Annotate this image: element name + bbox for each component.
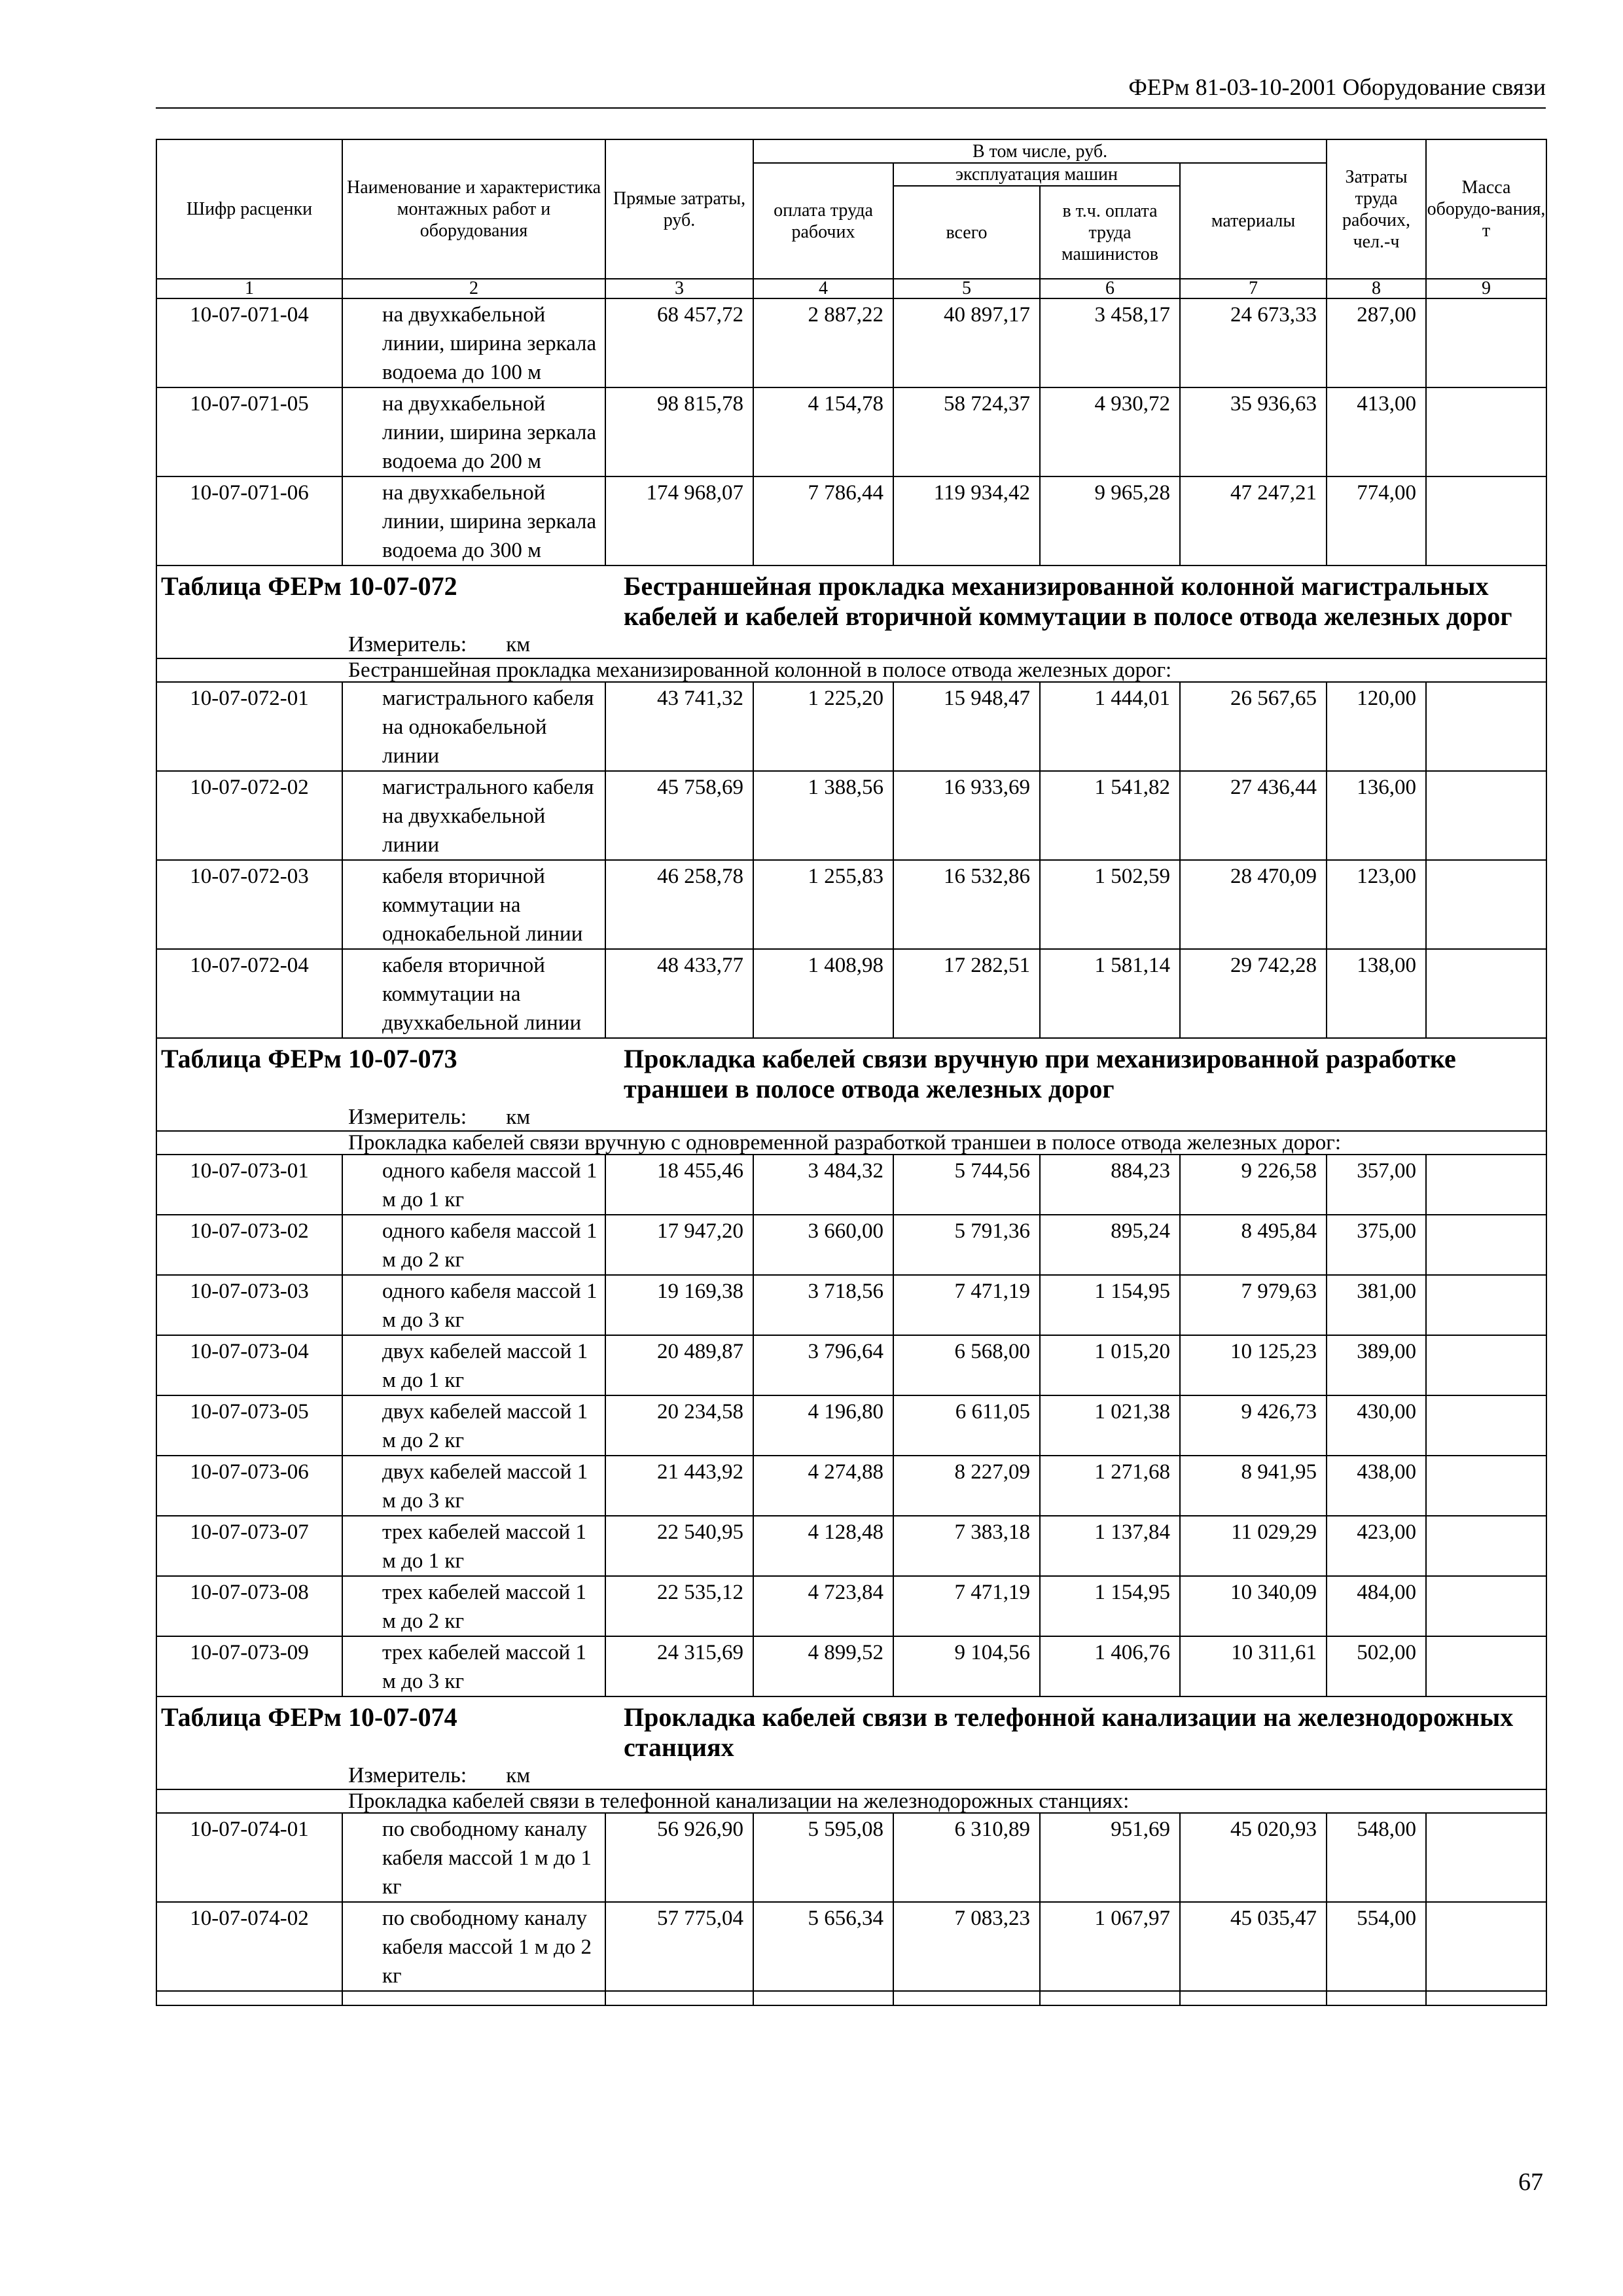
labor-pay: 3 660,00	[753, 1215, 893, 1275]
labor-pay: 7 786,44	[753, 476, 893, 565]
direct-costs: 22 540,95	[605, 1516, 753, 1576]
rates-table	[156, 139, 1547, 2006]
materials: 9 226,58	[1180, 1155, 1327, 1215]
table-row	[156, 476, 1546, 565]
machines-total: 7 471,19	[893, 1275, 1040, 1335]
work-name: одного кабеля массой 1 м до 1 кг	[342, 1155, 605, 1215]
work-name: трех кабелей массой 1 м до 1 кг	[342, 1516, 605, 1576]
work-name: двух кабелей массой 1 м до 1 кг	[342, 1335, 605, 1395]
equipment-mass	[1426, 298, 1546, 387]
labor-pay: 1 255,83	[753, 860, 893, 949]
table-section-header	[156, 1038, 1546, 1104]
table-row	[156, 860, 1546, 949]
col-header-code: Шифр расценки	[156, 139, 342, 279]
machines-total: 7 083,23	[893, 1902, 1040, 1991]
column-numbers-row	[156, 279, 1546, 298]
rate-code: 10-07-073-07	[156, 1516, 342, 1576]
machines-total: 119 934,42	[893, 476, 1040, 565]
work-name: кабеля вторичной коммутации на двухкабельной линии	[342, 949, 605, 1038]
measure-unit: км	[506, 1105, 531, 1129]
equipment-mass	[1426, 1275, 1546, 1335]
table-section-header	[156, 1696, 1546, 1763]
table-section-header	[156, 565, 1546, 632]
equipment-mass	[1426, 1516, 1546, 1576]
labor-pay: 5 656,34	[753, 1902, 893, 1991]
materials: 45 035,47	[1180, 1902, 1327, 1991]
work-name: двух кабелей массой 1 м до 3 кг	[342, 1456, 605, 1516]
table-row	[156, 1456, 1546, 1516]
table-row	[156, 1902, 1546, 1991]
section-label: Таблица ФЕРм 10-07-072	[161, 571, 457, 601]
equipment-mass	[1426, 1456, 1546, 1516]
table-row	[156, 1155, 1546, 1215]
machinists-pay: 1 502,59	[1040, 860, 1180, 949]
col-number: 2	[342, 279, 605, 298]
table-bottom-spacer	[156, 1991, 1546, 2005]
labor-pay: 4 723,84	[753, 1576, 893, 1636]
labor-pay: 3 718,56	[753, 1275, 893, 1335]
measure-cell	[156, 1763, 1546, 1789]
labor-hours: 138,00	[1327, 949, 1426, 1038]
labor-pay: 4 154,78	[753, 387, 893, 476]
section-label-cell	[156, 1696, 605, 1763]
measure-label: Измеритель:	[348, 1105, 467, 1129]
machines-total: 6 568,00	[893, 1335, 1040, 1395]
materials: 26 567,65	[1180, 682, 1327, 771]
equipment-mass	[1426, 682, 1546, 771]
col-header-materials: материалы	[1180, 163, 1327, 279]
table-row	[156, 1275, 1546, 1335]
col-header-mass: Масса оборудо-вания, т	[1426, 139, 1546, 279]
direct-costs: 174 968,07	[605, 476, 753, 565]
labor-hours: 375,00	[1327, 1215, 1426, 1275]
table-row	[156, 1215, 1546, 1275]
machinists-pay: 1 067,97	[1040, 1902, 1180, 1991]
rate-code: 10-07-073-02	[156, 1215, 342, 1275]
rate-code: 10-07-073-03	[156, 1275, 342, 1335]
table-row	[156, 1636, 1546, 1696]
machinists-pay: 884,23	[1040, 1155, 1180, 1215]
section-title-cell	[605, 1038, 1546, 1104]
table-row	[156, 682, 1546, 771]
machines-total: 40 897,17	[893, 298, 1040, 387]
section-title-cell	[605, 1696, 1546, 1763]
machinists-pay: 951,69	[1040, 1813, 1180, 1902]
subtitle-row	[156, 1131, 1546, 1155]
equipment-mass	[1426, 1155, 1546, 1215]
materials: 9 426,73	[1180, 1395, 1327, 1456]
labor-hours: 357,00	[1327, 1155, 1426, 1215]
col-header-direct: Прямые затраты, руб.	[605, 139, 753, 279]
page-header-title: ФЕРм 81-03-10-2001 Оборудование связи	[1128, 74, 1546, 100]
machines-total: 8 227,09	[893, 1456, 1040, 1516]
rate-code: 10-07-073-06	[156, 1456, 342, 1516]
labor-pay: 4 128,48	[753, 1516, 893, 1576]
materials: 8 941,95	[1180, 1456, 1327, 1516]
section-title: Бестраншейная прокладка механизированной колонной магистральных кабелей и кабелей вторичной коммутации в полосе отвода железных дорог	[624, 571, 1512, 631]
equipment-mass	[1426, 860, 1546, 949]
rate-code: 10-07-071-05	[156, 387, 342, 476]
section-subtitle: Прокладка кабелей связи вручную с одновременной разработкой траншеи в полосе отвода железных дорог:	[156, 1131, 1546, 1155]
rate-code: 10-07-073-08	[156, 1576, 342, 1636]
col-header-name: Наименование и характеристика монтажных работ и оборудования	[342, 139, 605, 279]
labor-pay: 5 595,08	[753, 1813, 893, 1902]
machines-total: 16 933,69	[893, 771, 1040, 860]
direct-costs: 68 457,72	[605, 298, 753, 387]
labor-pay: 3 796,64	[753, 1335, 893, 1395]
materials: 10 340,09	[1180, 1576, 1327, 1636]
materials: 47 247,21	[1180, 476, 1327, 565]
work-name: на двухкабельной линии, ширина зеркала водоема до 300 м	[342, 476, 605, 565]
materials: 45 020,93	[1180, 1813, 1327, 1902]
rate-code: 10-07-073-01	[156, 1155, 342, 1215]
col-header-labor-pay: оплата труда рабочих	[753, 163, 893, 279]
direct-costs: 22 535,12	[605, 1576, 753, 1636]
rate-code: 10-07-074-01	[156, 1813, 342, 1902]
machines-total: 7 471,19	[893, 1576, 1040, 1636]
section-title-cell	[605, 565, 1546, 632]
direct-costs: 56 926,90	[605, 1813, 753, 1902]
work-name: на двухкабельной линии, ширина зеркала водоема до 200 м	[342, 387, 605, 476]
col-number: 9	[1426, 279, 1546, 298]
direct-costs: 24 315,69	[605, 1636, 753, 1696]
labor-hours: 123,00	[1327, 860, 1426, 949]
machines-total: 6 611,05	[893, 1395, 1040, 1456]
labor-pay: 1 388,56	[753, 771, 893, 860]
work-name: магистрального кабеля на однокабельной линии	[342, 682, 605, 771]
equipment-mass	[1426, 1215, 1546, 1275]
section-label-cell	[156, 1038, 605, 1104]
col-number: 7	[1180, 279, 1327, 298]
measure-label: Измеритель:	[348, 632, 467, 656]
labor-pay: 4 899,52	[753, 1636, 893, 1696]
col-header-including: В том числе, руб.	[753, 139, 1327, 163]
work-name: одного кабеля массой 1 м до 3 кг	[342, 1275, 605, 1335]
rate-code: 10-07-072-04	[156, 949, 342, 1038]
col-number: 3	[605, 279, 753, 298]
direct-costs: 18 455,46	[605, 1155, 753, 1215]
labor-hours: 423,00	[1327, 1516, 1426, 1576]
rate-code: 10-07-071-06	[156, 476, 342, 565]
section-subtitle: Бестраншейная прокладка механизированной колонной в полосе отвода железных дорог:	[156, 658, 1546, 682]
direct-costs: 43 741,32	[605, 682, 753, 771]
labor-pay: 4 274,88	[753, 1456, 893, 1516]
machinists-pay: 1 541,82	[1040, 771, 1180, 860]
labor-hours: 120,00	[1327, 682, 1426, 771]
rate-code: 10-07-073-09	[156, 1636, 342, 1696]
measure-cell	[156, 1104, 1546, 1131]
machines-total: 5 791,36	[893, 1215, 1040, 1275]
section-title: Прокладка кабелей связи вручную при механизированной разработке траншеи в полосе отвода железных дорог	[624, 1044, 1456, 1103]
equipment-mass	[1426, 1636, 1546, 1696]
col-number: 8	[1327, 279, 1426, 298]
labor-hours: 774,00	[1327, 476, 1426, 565]
machinists-pay: 9 965,28	[1040, 476, 1180, 565]
work-name: одного кабеля массой 1 м до 2 кг	[342, 1215, 605, 1275]
measure-unit: км	[506, 633, 531, 656]
rate-code: 10-07-072-03	[156, 860, 342, 949]
labor-hours: 554,00	[1327, 1902, 1426, 1991]
machinists-pay: 895,24	[1040, 1215, 1180, 1275]
rate-code: 10-07-073-05	[156, 1395, 342, 1456]
equipment-mass	[1426, 771, 1546, 860]
equipment-mass	[1426, 949, 1546, 1038]
machinists-pay: 1 581,14	[1040, 949, 1180, 1038]
labor-pay: 2 887,22	[753, 298, 893, 387]
machines-total: 5 744,56	[893, 1155, 1040, 1215]
materials: 8 495,84	[1180, 1215, 1327, 1275]
direct-costs: 20 489,87	[605, 1335, 753, 1395]
machines-total: 16 532,86	[893, 860, 1040, 949]
direct-costs: 21 443,92	[605, 1456, 753, 1516]
materials: 35 936,63	[1180, 387, 1327, 476]
table-row	[156, 1516, 1546, 1576]
machinists-pay: 1 444,01	[1040, 682, 1180, 771]
machinists-pay: 1 154,95	[1040, 1275, 1180, 1335]
labor-hours: 413,00	[1327, 387, 1426, 476]
machines-total: 6 310,89	[893, 1813, 1040, 1902]
materials: 28 470,09	[1180, 860, 1327, 949]
work-name: на двухкабельной линии, ширина зеркала водоема до 100 м	[342, 298, 605, 387]
table-row	[156, 1335, 1546, 1395]
table-body	[156, 298, 1546, 2005]
rate-code: 10-07-074-02	[156, 1902, 342, 1991]
col-number: 1	[156, 279, 342, 298]
materials: 27 436,44	[1180, 771, 1327, 860]
labor-hours: 136,00	[1327, 771, 1426, 860]
materials: 29 742,28	[1180, 949, 1327, 1038]
rate-code: 10-07-072-01	[156, 682, 342, 771]
table-header	[156, 139, 1546, 298]
direct-costs: 45 758,69	[605, 771, 753, 860]
direct-costs: 48 433,77	[605, 949, 753, 1038]
table-row	[156, 771, 1546, 860]
equipment-mass	[1426, 387, 1546, 476]
subtitle-row	[156, 658, 1546, 682]
measure-unit: км	[506, 1764, 531, 1787]
measure-row	[156, 632, 1546, 658]
labor-hours: 484,00	[1327, 1576, 1426, 1636]
direct-costs: 19 169,38	[605, 1275, 753, 1335]
machinists-pay: 1 271,68	[1040, 1456, 1180, 1516]
labor-hours: 548,00	[1327, 1813, 1426, 1902]
machines-total: 17 282,51	[893, 949, 1040, 1038]
table-row	[156, 298, 1546, 387]
labor-pay: 4 196,80	[753, 1395, 893, 1456]
table-row	[156, 1813, 1546, 1902]
measure-label: Измеритель:	[348, 1763, 467, 1787]
labor-pay: 1 408,98	[753, 949, 893, 1038]
subtitle-row	[156, 1789, 1546, 1813]
direct-costs: 57 775,04	[605, 1902, 753, 1991]
labor-hours: 502,00	[1327, 1636, 1426, 1696]
equipment-mass	[1426, 1902, 1546, 1991]
measure-row	[156, 1104, 1546, 1131]
direct-costs: 46 258,78	[605, 860, 753, 949]
labor-hours: 287,00	[1327, 298, 1426, 387]
materials: 11 029,29	[1180, 1516, 1327, 1576]
labor-hours: 430,00	[1327, 1395, 1426, 1456]
section-label-cell	[156, 565, 605, 632]
direct-costs: 17 947,20	[605, 1215, 753, 1275]
rate-code: 10-07-072-02	[156, 771, 342, 860]
header-divider	[156, 107, 1546, 109]
machinists-pay: 4 930,72	[1040, 387, 1180, 476]
col-header-labor-hours: Затраты труда рабочих, чел.-ч	[1327, 139, 1426, 279]
work-name: магистрального кабеля на двухкабельной линии	[342, 771, 605, 860]
materials: 24 673,33	[1180, 298, 1327, 387]
work-name: кабеля вторичной коммутации на однокабельной линии	[342, 860, 605, 949]
table-row	[156, 387, 1546, 476]
col-number: 5	[893, 279, 1040, 298]
labor-hours: 381,00	[1327, 1275, 1426, 1335]
direct-costs: 98 815,78	[605, 387, 753, 476]
materials: 10 125,23	[1180, 1335, 1327, 1395]
machines-total: 7 383,18	[893, 1516, 1040, 1576]
work-name: трех кабелей массой 1 м до 3 кг	[342, 1636, 605, 1696]
labor-pay: 1 225,20	[753, 682, 893, 771]
measure-row	[156, 1763, 1546, 1789]
rate-code: 10-07-071-04	[156, 298, 342, 387]
work-name: по свободному каналу кабеля массой 1 м до 2 кг	[342, 1902, 605, 1991]
machines-total: 58 724,37	[893, 387, 1040, 476]
section-label: Таблица ФЕРм 10-07-073	[161, 1044, 457, 1073]
table-row	[156, 949, 1546, 1038]
col-header-machinists-pay: в т.ч. оплата труда машинистов	[1040, 186, 1180, 279]
machinists-pay: 1 015,20	[1040, 1335, 1180, 1395]
work-name: трех кабелей массой 1 м до 2 кг	[342, 1576, 605, 1636]
machines-total: 15 948,47	[893, 682, 1040, 771]
col-number: 6	[1040, 279, 1180, 298]
section-subtitle: Прокладка кабелей связи в телефонной канализации на железнодорожных станциях:	[156, 1789, 1546, 1813]
labor-pay: 3 484,32	[753, 1155, 893, 1215]
table-row	[156, 1576, 1546, 1636]
page-number: 67	[1518, 2168, 1543, 2196]
equipment-mass	[1426, 1335, 1546, 1395]
equipment-mass	[1426, 1395, 1546, 1456]
materials: 10 311,61	[1180, 1636, 1327, 1696]
equipment-mass	[1426, 476, 1546, 565]
direct-costs: 20 234,58	[605, 1395, 753, 1456]
equipment-mass	[1426, 1813, 1546, 1902]
labor-hours: 438,00	[1327, 1456, 1426, 1516]
machinists-pay: 1 137,84	[1040, 1516, 1180, 1576]
rate-code: 10-07-073-04	[156, 1335, 342, 1395]
machines-total: 9 104,56	[893, 1636, 1040, 1696]
machinists-pay: 1 154,95	[1040, 1576, 1180, 1636]
labor-hours: 389,00	[1327, 1335, 1426, 1395]
col-header-machines-total: всего	[893, 186, 1040, 279]
col-header-machines: эксплуатация машин	[893, 163, 1180, 186]
table-row	[156, 1395, 1546, 1456]
machinists-pay: 1 406,76	[1040, 1636, 1180, 1696]
machinists-pay: 1 021,38	[1040, 1395, 1180, 1456]
work-name: двух кабелей массой 1 м до 2 кг	[342, 1395, 605, 1456]
col-number: 4	[753, 279, 893, 298]
machinists-pay: 3 458,17	[1040, 298, 1180, 387]
measure-cell	[156, 632, 1546, 658]
work-name: по свободному каналу кабеля массой 1 м до 1 кг	[342, 1813, 605, 1902]
equipment-mass	[1426, 1576, 1546, 1636]
materials: 7 979,63	[1180, 1275, 1327, 1335]
section-label: Таблица ФЕРм 10-07-074	[161, 1702, 457, 1732]
section-title: Прокладка кабелей связи в телефонной канализации на железнодорожных станциях	[624, 1702, 1514, 1762]
